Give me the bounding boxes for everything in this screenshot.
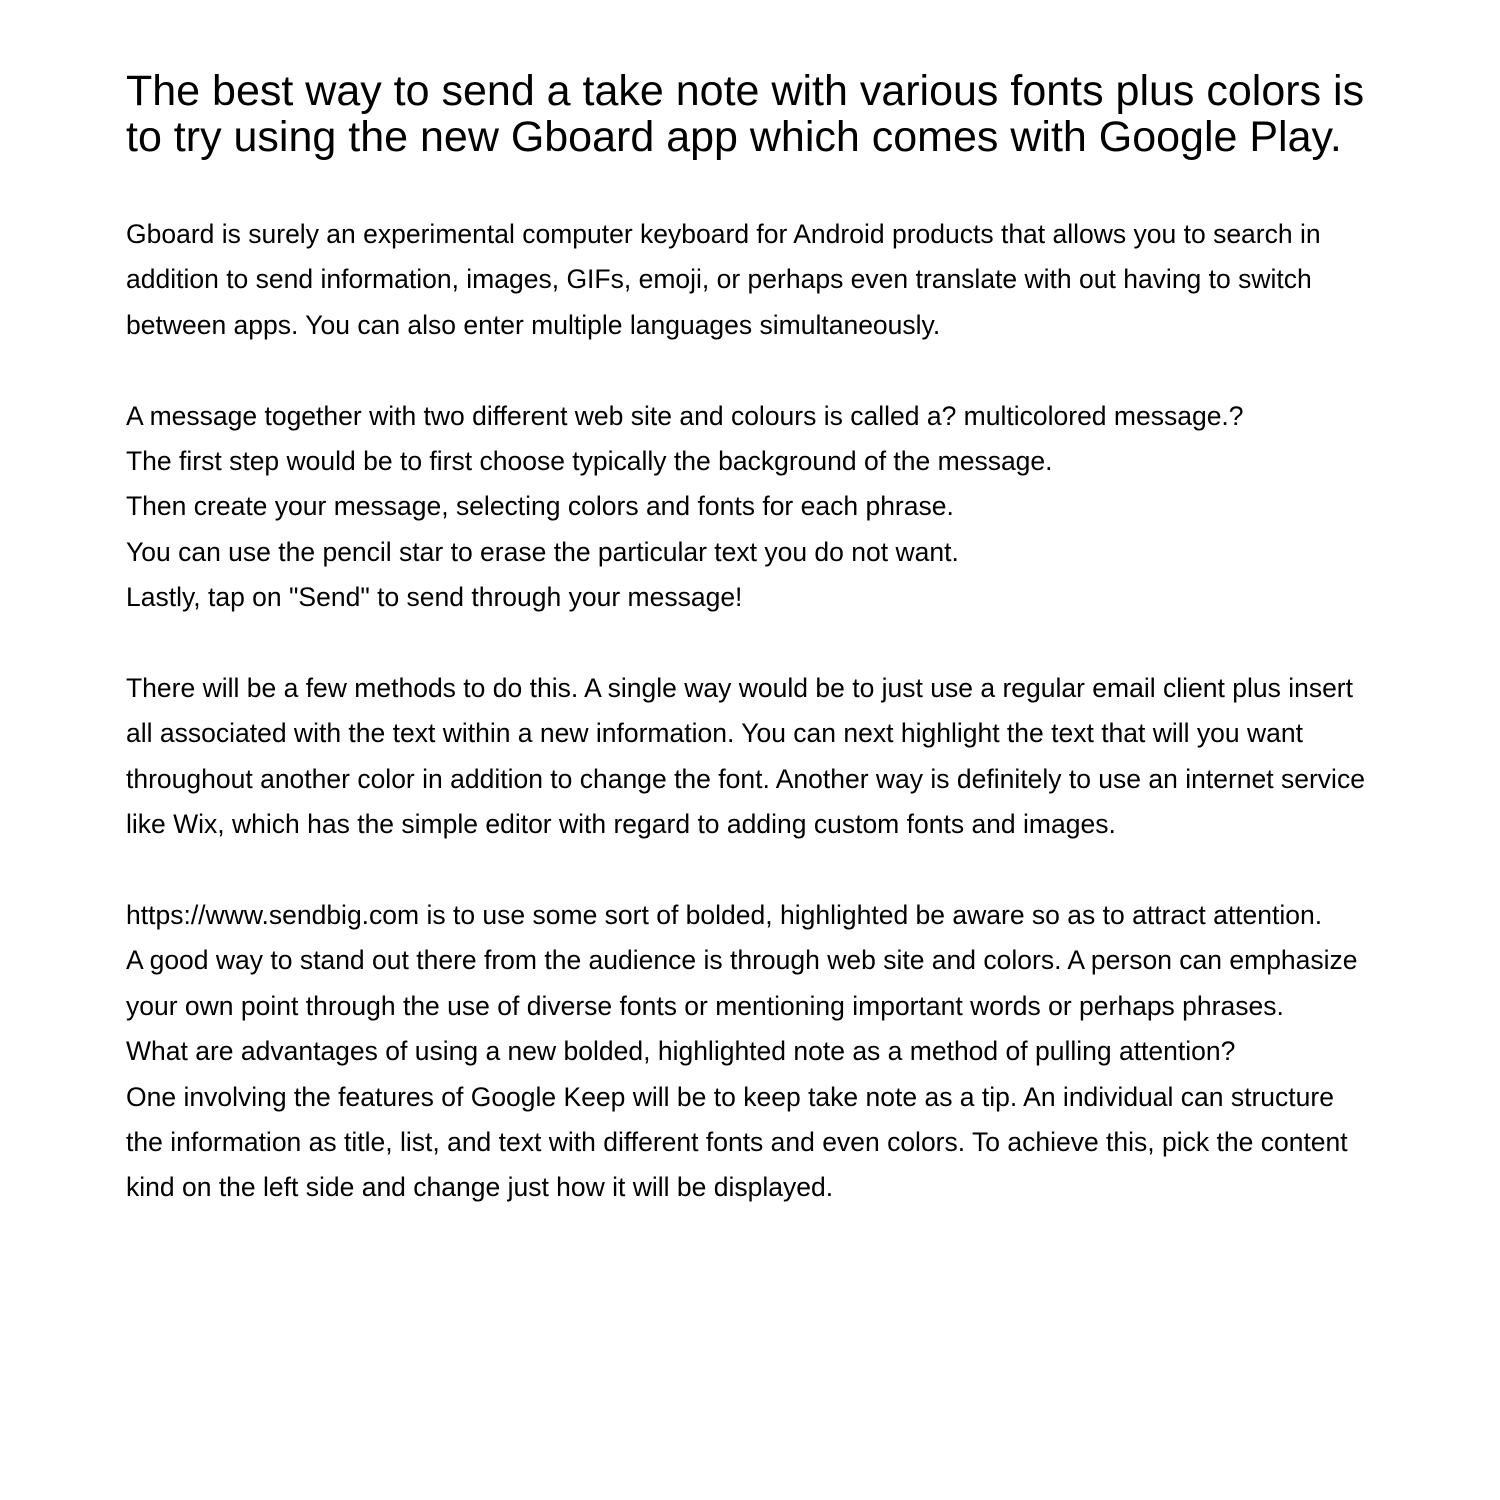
paragraph-line: The first step would be to first choose typically the background of the message. <box>126 446 1053 477</box>
paragraph-spacer <box>126 621 1376 666</box>
paragraph-methods <box>126 666 1376 848</box>
paragraph-line: One involving the features of Google Keep will be to keep take note as a tip. An individual can structure the information as title, list, and text with different fonts and even colors. To achieve this, pick the content kind on the left side and change just how it will be displayed. <box>126 1081 1348 1203</box>
paragraph-line: There will be a few methods to do this. A single way would be to just use a regular email client plus insert all associated with the text within a new information. You can next highlight the text that will you want throughout another color in addition to change the font. Another way is definitely to use an internet service like Wix, which has the simple editor with regard to adding custom fonts and images. <box>126 673 1365 840</box>
paragraph-spacer <box>126 348 1376 393</box>
paragraph-line: A good way to stand out there from the audience is through web site and colors. A person can emphasize your own point through the use of diverse fonts or mentioning important words or perhaps phrases. <box>126 945 1358 1021</box>
paragraph-line: A message together with two different web site and colours is called a? multicolored message.? <box>126 400 1244 431</box>
document-page <box>126 68 1376 1211</box>
paragraph-multicolored-message <box>126 394 1376 621</box>
paragraph-line: https://www.sendbig.com is to use some sort of bolded, highlighted be aware so as to attract attention. <box>126 900 1323 931</box>
document-body <box>126 212 1376 1211</box>
paragraph-sendbig <box>126 893 1376 1211</box>
document-title: The best way to send a take note with various fonts plus colors is to try using the new Gboard app which comes with Google Play. <box>126 67 1365 161</box>
paragraph-line: Gboard is surely an experimental computer keyboard for Android products that allows you to search in addition to send information, images, GIFs, emoji, or perhaps even translate with out having to switch between apps. You can also enter multiple languages simultaneously. <box>126 219 1321 340</box>
paragraph-line: What are advantages of using a new bolded, highlighted note as a method of pulling attention? <box>126 1036 1236 1067</box>
paragraph-line: You can use the pencil star to erase the particular text you do not want. <box>126 536 959 567</box>
paragraph-gboard-intro <box>126 212 1376 348</box>
paragraph-spacer <box>126 848 1376 893</box>
paragraph-line: Lastly, tap on "Send" to send through your message! <box>126 582 743 613</box>
paragraph-line: Then create your message, selecting colors and fonts for each phrase. <box>126 491 954 522</box>
